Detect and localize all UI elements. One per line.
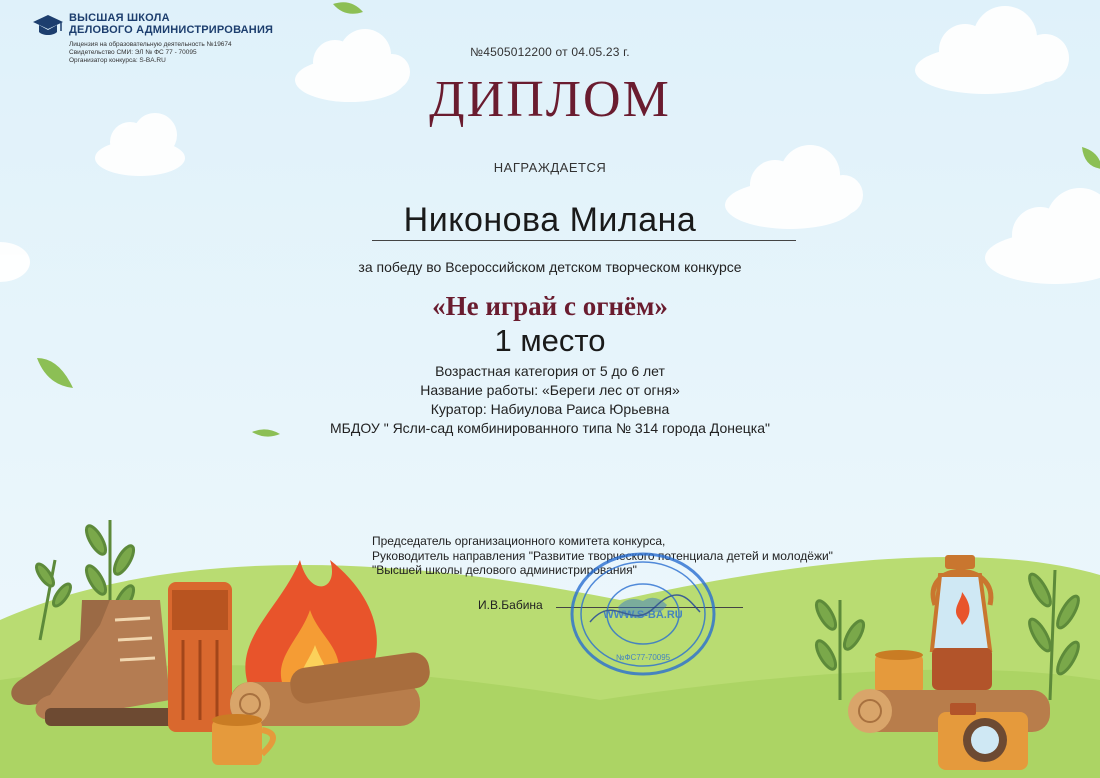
diploma-title: ДИПЛОМ xyxy=(429,71,671,128)
mug-right-illustration xyxy=(875,650,923,693)
awarded-label: НАГРАЖДАЕТСЯ xyxy=(493,160,607,175)
thermos-illustration xyxy=(168,582,232,732)
leaf-1 xyxy=(333,2,363,14)
place-result: 1 место xyxy=(494,323,606,358)
award-reason: за победу во Всероссийском детском творческом конкурсе xyxy=(358,259,742,275)
signer-role-line1: Председатель организационного комитета конкурса, xyxy=(372,534,666,548)
media-cert-text: Свидетельство СМИ: ЭЛ № ФС 77 - 70095 xyxy=(69,49,197,56)
recipient-name: Никонова Милана xyxy=(403,201,697,239)
curator: Куратор: Набиулова Раиса Юрьевна xyxy=(430,401,670,417)
graduation-cap-icon xyxy=(32,13,64,37)
organizer-text: Организатор конкурса: S-BA.RU xyxy=(69,57,166,64)
official-stamp xyxy=(570,552,716,676)
camera-illustration xyxy=(938,703,1028,770)
contest-title: «Не играй с огнём» xyxy=(432,291,668,321)
org-name-line1: ВЫСШАЯ ШКОЛА xyxy=(69,12,170,24)
stamp-center-text: WWW.S-BA.RU xyxy=(603,609,683,621)
diploma-number: №4505012200 от 04.05.23 г. xyxy=(470,45,630,59)
stamp-bottom-text: №ФС77-70095 xyxy=(615,653,671,662)
signer-role-line3: "Высшей школы делового администрирования" xyxy=(372,563,637,577)
license-text: Лицензия на образовательную деятельность №19674 xyxy=(69,41,232,48)
signer-role-line2: Руководитель направления "Развитие творческого потенциала детей и молодёжи" xyxy=(372,548,833,563)
name-underline xyxy=(372,240,796,241)
work-title: Название работы: «Береги лес от огня» xyxy=(420,382,680,398)
org-name-line2: ДЕЛОВОГО АДМИНИСТРИРОВАНИЯ xyxy=(69,24,274,36)
institution: МБДОУ " Ясли-сад комбинированного типа № 314 города Донецка" xyxy=(330,420,770,436)
signer-name: И.В.Бабина xyxy=(478,598,543,612)
age-category: Возрастная категория от 5 до 6 лет xyxy=(435,363,665,379)
